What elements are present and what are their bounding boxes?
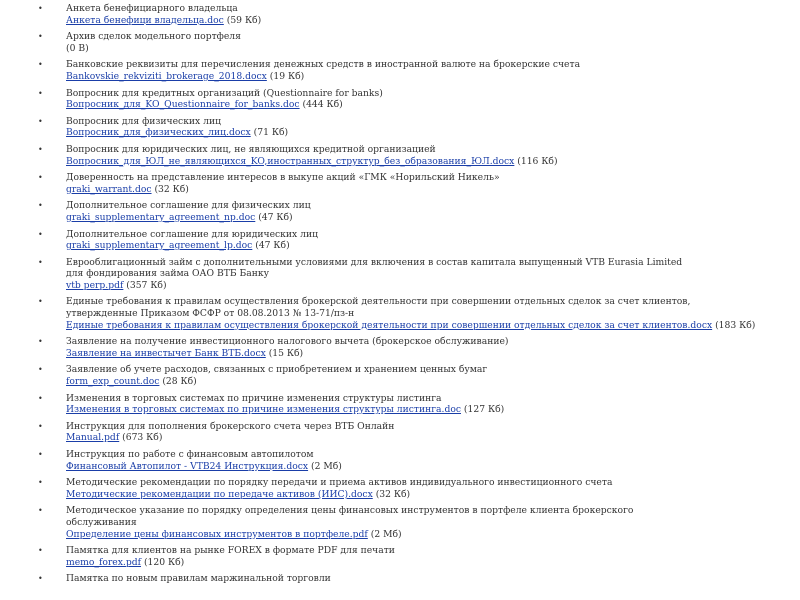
document-title: Банковские реквизиты для перечисления денежных средств в иностранной валюте на брокерские счета: [66, 59, 581, 71]
bullet-icon: •: [38, 88, 43, 98]
bullet-icon: •: [38, 478, 43, 488]
file-line: [66, 212, 700, 224]
document-title: Вопросник для физических лиц: [66, 115, 222, 127]
file-size: (32 Кб): [375, 488, 411, 500]
document-title: Анкета бенефициарного владельца: [66, 3, 238, 14]
file-download-link[interactable]: Вопросник_для_физических_лиц.docx: [66, 127, 251, 139]
file-size: (71 Кб): [253, 127, 289, 139]
file-download-link[interactable]: vtb perp.pdf: [66, 279, 124, 291]
bullet-icon: •: [38, 574, 43, 584]
file-size: (357 Кб): [126, 279, 167, 291]
document-title: Доверенность на представление интересов в выкупе акций «ГМК «Норильский Никель»: [66, 172, 500, 184]
file-line: [66, 376, 700, 388]
file-download-link[interactable]: Bankovskie_rekviziti_brokerage_2018.docx: [66, 70, 267, 82]
document-title: Методическое указание по порядку определения цены финансовых инструментов в портфеле клиента брокерского обслуживания: [66, 505, 634, 528]
file-size: (2 Мб): [311, 460, 342, 472]
list-item: [0, 449, 800, 472]
document-title: Вопросник для юридических лиц, не являющихся кредитной организацией: [66, 143, 436, 155]
document-title: Изменения в торговых системах по причине изменения структуры листинга: [66, 392, 442, 404]
file-download-link[interactable]: Вопросник_для_ЮЛ_не_являющихся_KO,иностранных_структур_без_образования_ЮЛ.docx: [66, 155, 515, 167]
list-item: [0, 393, 800, 416]
list-item: [0, 31, 800, 54]
file-line: [66, 404, 700, 416]
file-download-link[interactable]: Методические рекомендации по передаче активов (ИИС).docx: [66, 488, 373, 500]
file-download-link[interactable]: memo_forex.pdf: [66, 556, 142, 568]
bullet-icon: •: [38, 506, 43, 516]
bullet-icon: •: [38, 337, 43, 347]
list-item: [0, 88, 800, 111]
document-title: Еврооблигационный займ с дополнительными условиями для включения в состав капитала выпущенный VTB Eurasia Limited для фондирования займа ОАО ВТБ Банку: [66, 256, 683, 280]
document-title: Методические рекомендации по порядку передачи и приема активов индивидуального инвестиционного счета: [66, 477, 613, 489]
file-download-link[interactable]: Единые требования к правилам осуществления брокерской деятельности при совершении отдельных сделок за счет клиентов.docx: [66, 319, 713, 331]
list-item: [0, 336, 800, 359]
file-size: (127 Кб): [463, 404, 505, 416]
file-line: [66, 99, 700, 111]
document-title: Дополнительное соглашение для физических лиц: [66, 200, 311, 212]
bullet-icon: •: [38, 546, 43, 556]
file-size: (444 Кб): [302, 99, 343, 111]
bullet-icon: •: [38, 60, 43, 70]
list-item: [0, 200, 800, 223]
bullet-icon: •: [38, 297, 43, 307]
file-size: (28 Кб): [162, 376, 197, 388]
bullet-icon: •: [38, 116, 43, 126]
bullet-icon: •: [38, 257, 43, 267]
file-download-link[interactable]: graki_supplementary_agreement_np.doc: [66, 211, 256, 223]
bullet-icon: •: [38, 32, 43, 42]
file-line: [66, 489, 700, 501]
bullet-icon: •: [38, 421, 43, 431]
bullet-icon: •: [38, 450, 43, 459]
list-item: [0, 364, 800, 387]
file-size: (19 Кб): [269, 70, 305, 82]
bullet-icon: •: [38, 144, 43, 154]
file-download-link[interactable]: graki_warrant.doc: [66, 183, 152, 195]
file-line: [66, 15, 700, 27]
file-line: [66, 319, 756, 332]
file-line: [66, 461, 700, 473]
file-line: [66, 43, 700, 55]
file-line: [66, 71, 700, 83]
bullet-icon: •: [38, 4, 43, 13]
list-item: [0, 172, 800, 195]
file-size: (120 Кб): [143, 556, 185, 568]
file-line: [66, 348, 700, 360]
file-size: (59 Кб): [226, 14, 262, 26]
file-line: [66, 529, 700, 541]
list-item: [0, 545, 800, 568]
document-title: Единые требования к правилам осуществления брокерской деятельности при совершении отдельных сделок за счет клиентов, утвержденные Приказом ФСФР от 08.08.2013 № 13-71/пз-н: [66, 296, 691, 320]
list-item: [0, 573, 800, 585]
file-download-link[interactable]: Вопросник_для_KO_Questionnaire_for_banks.doc: [66, 99, 300, 111]
document-title: Заявление об учете расходов, связанных с приобретением и хранением ценных бумаг: [66, 364, 488, 376]
file-line: [66, 280, 700, 292]
document-title: Инструкция по работе с финансовым автопилотом: [66, 449, 314, 460]
file-size: (673 Кб): [122, 432, 163, 444]
file-line: [66, 557, 700, 569]
file-line: [66, 156, 700, 168]
document-title: Архив сделок модельного портфеля: [66, 31, 241, 43]
list-item: [0, 477, 800, 500]
document-title: Памятка для клиентов на рынке FOREX в формате PDF для печати: [66, 545, 395, 557]
file-download-link[interactable]: Определение цены финансовых инструментов в портфеле.pdf: [66, 528, 368, 540]
bullet-icon: •: [38, 393, 43, 403]
bullet-icon: •: [38, 201, 43, 211]
file-size: (47 Кб): [258, 211, 293, 223]
list-item: [0, 505, 800, 540]
document-title: Инструкция для пополнения брокерского счета через ВТБ Онлайн: [66, 420, 395, 432]
file-size: (2 Мб): [370, 528, 402, 540]
file-download-link[interactable]: Manual.pdf: [66, 432, 120, 444]
file-size: (183 Кб): [715, 319, 756, 331]
file-line: [66, 184, 700, 196]
list-item: [0, 59, 800, 82]
file-size: (0 В): [66, 42, 89, 54]
bullet-icon: •: [38, 229, 43, 239]
document-title: Дополнительное соглашение для юридических лиц: [66, 228, 318, 240]
document-title: Вопросник для кредитных организаций (Questionnaire for banks): [66, 87, 383, 99]
list-item: [0, 257, 800, 292]
file-size: (47 Кб): [255, 240, 290, 252]
file-size: (32 Кб): [154, 183, 189, 195]
file-size: (15 Кб): [268, 347, 304, 359]
list-item: [0, 116, 800, 139]
list-item: [0, 144, 800, 167]
file-download-link[interactable]: Анкета бенефици владельца.doc: [66, 14, 224, 26]
document-title: Заявление на получение инвестиционного налогового вычета (брокерское обслуживание): [66, 336, 509, 348]
list-item: [0, 421, 800, 444]
bullet-icon: •: [38, 173, 43, 183]
list-item: [0, 296, 800, 331]
file-download-link[interactable]: graki_supplementary_agreement_lp.doc: [66, 240, 253, 252]
file-download-link[interactable]: form_exp_count.doc: [66, 376, 160, 388]
file-download-link[interactable]: Заявление на инвестычет Банк ВТБ.docx: [66, 347, 266, 359]
file-line: [66, 240, 700, 252]
list-item: [0, 3, 800, 26]
file-size: (116 Кб): [517, 155, 558, 167]
bullet-icon: •: [38, 365, 43, 375]
file-line: [66, 127, 700, 139]
list-item: [0, 229, 800, 252]
file-download-link[interactable]: Изменения в торговых системах по причине изменения структуры листинга.doc: [66, 404, 461, 416]
file-line: [66, 432, 700, 444]
file-download-link[interactable]: Финансовый Автопилот - VTB24 Инструкция.docx: [66, 460, 309, 472]
document-title: Памятка по новым правилам маржинальной торговли: [66, 573, 331, 585]
